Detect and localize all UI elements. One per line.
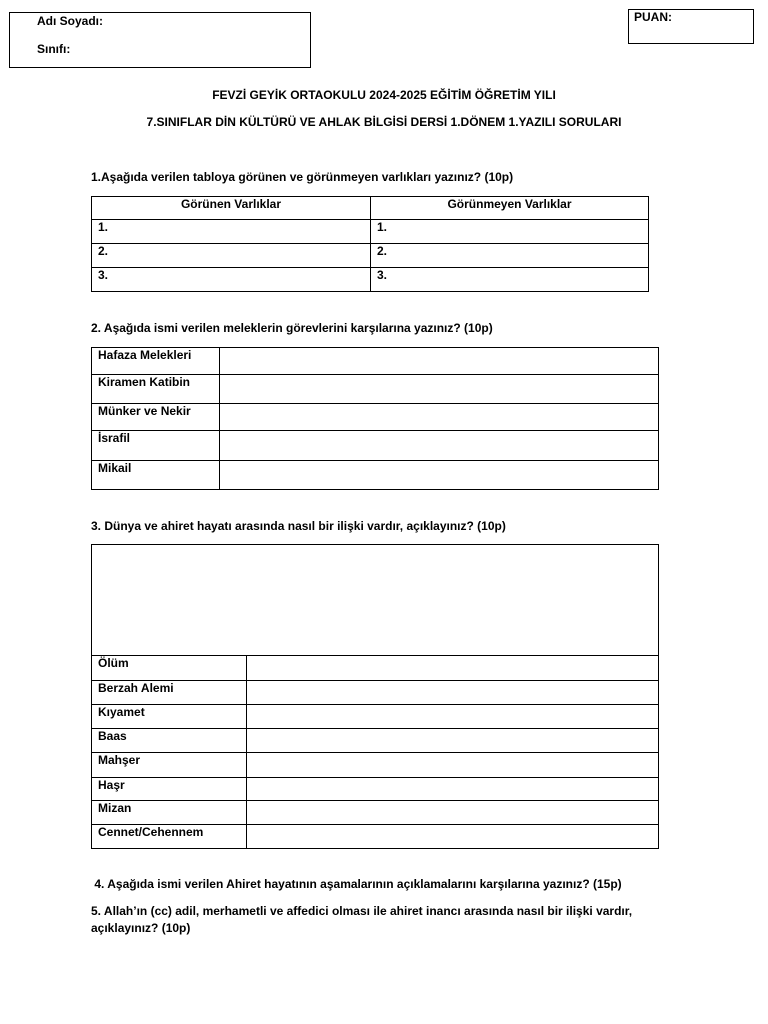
angel-duty-answer[interactable] [220,431,659,461]
question-4-text: 4. Aşağıda ismi verilen Ahiret hayatının aşamalarının açıklamalarını karşılarına yazınız? (15p) [91,877,622,891]
stage-explanation-answer[interactable] [247,681,659,705]
afterlife-stage: Kıyamet [92,705,247,729]
class-label: Sınıfı: [37,42,71,56]
stage-explanation-answer[interactable] [247,729,659,753]
q1-cell: 2. [371,244,649,268]
afterlife-stage: Ölüm [92,656,247,681]
q3-answer-box[interactable] [91,544,659,656]
angel-name: Hafaza Melekleri [92,348,220,375]
question-2-text: 2. Aşağıda ismi verilen meleklerin görevlerini karşılarına yazınız? (10p) [91,321,493,335]
q1-cell: 1. [92,220,371,244]
q2-table [91,347,659,490]
afterlife-stage: Mahşer [92,753,247,778]
angel-name: Münker ve Nekir [92,404,220,431]
q1-cell: 3. [371,268,649,292]
stage-explanation-answer[interactable] [247,778,659,801]
q1-cell: 1. [371,220,649,244]
q1-cell: 2. [92,244,371,268]
angel-name: Mikail [92,461,220,490]
angel-duty-answer[interactable] [220,375,659,404]
angel-duty-answer[interactable] [220,404,659,431]
q4-table [91,655,659,849]
q1-header-visible: Görünen Varlıklar [92,197,371,220]
question-1-text: 1.Aşağıda verilen tabloya görünen ve görünmeyen varlıkları yazınız? (10p) [91,170,514,184]
stage-explanation-answer[interactable] [247,656,659,681]
afterlife-stage: Cennet/Cehennem [92,825,247,849]
stage-explanation-answer[interactable] [247,825,659,849]
score-label: PUAN: [634,10,672,24]
angel-name: Kiramen Katibin [92,375,220,404]
angel-duty-answer[interactable] [220,348,659,375]
stage-explanation-answer[interactable] [247,753,659,778]
question-5-line1: 5. Allah’ın (cc) adil, merhametli ve affedici olması ile ahiret inancı arasında nasıl bir ilişki vardır, [91,904,633,918]
school-title: FEVZİ GEYİK ORTAOKULU 2024-2025 EĞİTİM ÖĞRETİM YILI [212,88,556,102]
question-3-text: 3. Dünya ve ahiret hayatı arasında nasıl bir ilişki vardır, açıklayınız? (10p) [91,519,506,533]
question-5-line2: açıklayınız? (10p) [91,921,191,935]
angel-name: İsrafil [92,431,220,461]
q1-table [91,196,649,292]
stage-explanation-answer[interactable] [247,705,659,729]
name-label: Adı Soyadı: [37,14,104,28]
q1-cell: 3. [92,268,371,292]
stage-explanation-answer[interactable] [247,801,659,825]
exam-title: 7.SINIFLAR DİN KÜLTÜRÜ VE AHLAK BİLGİSİ DERSİ 1.DÖNEM 1.YAZILI SORULARI [146,115,622,129]
afterlife-stage: Haşr [92,778,247,801]
afterlife-stage: Mizan [92,801,247,825]
afterlife-stage: Baas [92,729,247,753]
angel-duty-answer[interactable] [220,461,659,490]
afterlife-stage: Berzah Alemi [92,681,247,705]
q1-header-invisible: Görünmeyen Varlıklar [371,197,649,220]
